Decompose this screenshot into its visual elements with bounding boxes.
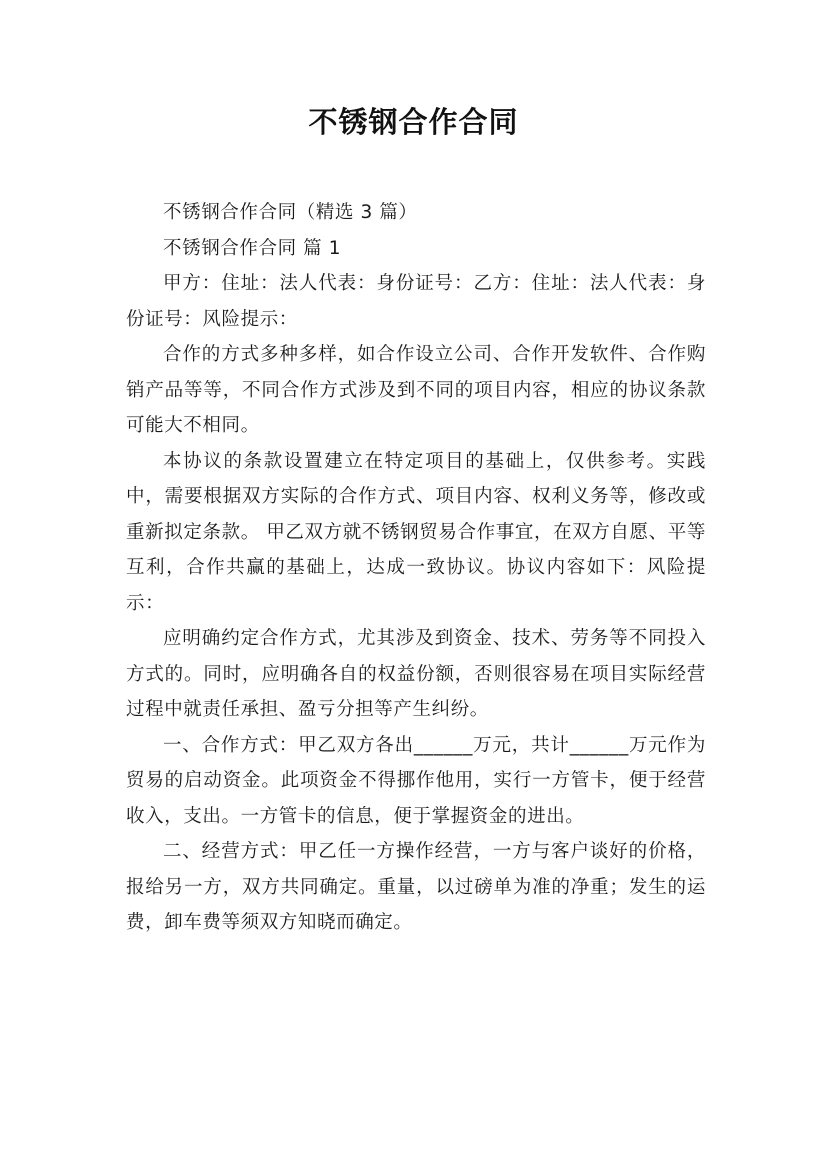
paragraph-parties: 甲方：住址：法人代表：身份证号：乙方：住址：法人代表：身份证号：风险提示： xyxy=(126,273,706,330)
paragraph-agreement-basis: 本协议的条款设置建立在特定项目的基础上，仅供参考。实践中，需要根据双方实际的合作方式、项目内容、权利义务等，修改或重新拟定条款。 甲乙双方就不锈钢贸易合作事宜，在双方自愿、平等互利，合作共赢的基础上，达成一致协议。协议内容如下：风险提示： xyxy=(126,450,706,614)
paragraph-section-heading: 不锈钢合作合同 篇 1 xyxy=(163,237,342,259)
paragraph-subtitle: 不锈钢合作合同（精选 3 篇） xyxy=(163,202,418,223)
document-title: 不锈钢合作合同 xyxy=(308,105,519,139)
document-body xyxy=(126,195,706,941)
paragraph-cooperation-modes: 合作的方式多种多样，如合作设立公司、合作开发软件、合作购销产品等等，不同合作方式涉及到不同的项目内容，相应的协议条款可能大不相同。 xyxy=(126,344,706,436)
paragraph-clause-1: 一、合作方式：甲乙双方各出______万元，共计______万元作为贸易的启动资金。此项资金不得挪作他用，实行一方管卡，便于经营收入，支出。一方管卡的信息，便于掌握资金的进出。 xyxy=(126,734,706,827)
paragraph-clause-2: 二、经营方式：甲乙任一方操作经营，一方与客户谈好的价格，报给另一方，双方共同确定。重量，以过磅单为准的净重；发生的运费，卸车费等须双方知晓而确定。 xyxy=(126,841,706,933)
paragraph-risk-notice: 应明确约定合作方式，尤其涉及到资金、技术、劳务等不同投入方式的。同时，应明确各自的权益份额，否则很容易在项目实际经营过程中就责任承担、盈亏分担等产生纠纷。 xyxy=(126,628,706,720)
